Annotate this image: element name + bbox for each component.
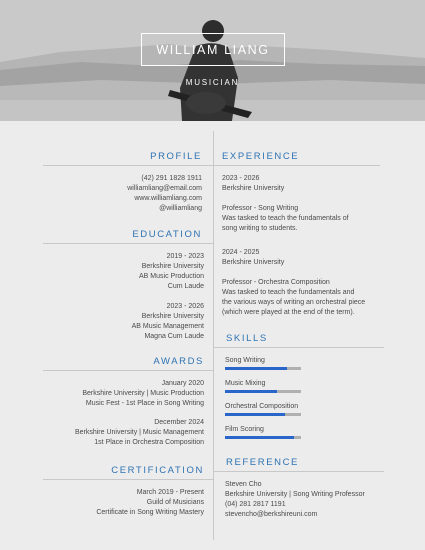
education-rule bbox=[43, 243, 214, 244]
reference-rule bbox=[213, 471, 384, 472]
experience-employer: Berkshire University bbox=[222, 185, 285, 192]
certification-rule bbox=[43, 479, 214, 480]
experience-description: Was tasked to teach the fundamentals and bbox=[222, 289, 355, 296]
certification-date: March 2019 - Present bbox=[136, 489, 204, 496]
reference-title: Berkshire University | Song Writing Professor bbox=[225, 491, 365, 498]
reference-phone: (04) 281 2817 1191 bbox=[225, 501, 286, 508]
experience-description: (which were played at the end of the term). bbox=[222, 309, 355, 316]
education-entry-1 bbox=[43, 252, 204, 292]
certification-entry bbox=[43, 488, 204, 518]
skill-level-bar bbox=[225, 367, 301, 370]
reference-entry bbox=[225, 480, 405, 520]
award-title: 1st Place in Orchestra Composition bbox=[94, 439, 204, 446]
education-years: 2023 - 2026 bbox=[166, 303, 204, 310]
name-title: WILLIAM LIANG bbox=[141, 33, 285, 66]
education-years: 2019 - 2023 bbox=[166, 253, 204, 260]
experience-position: Professor - Song Writing bbox=[222, 205, 299, 212]
experience-description: Was tasked to teach the fundamentals of bbox=[222, 215, 349, 222]
award-org: Berkshire University | Music Management bbox=[74, 429, 204, 436]
skills-rule bbox=[213, 347, 384, 348]
reference-name: Steven Cho bbox=[225, 481, 262, 488]
skill-label: Orchestral Composition bbox=[225, 403, 299, 410]
skill-level-bar bbox=[225, 413, 301, 416]
experience-heading: EXPERIENCE bbox=[222, 151, 300, 162]
website-text: www.williamliang.com bbox=[134, 195, 202, 202]
profile-heading: PROFILE bbox=[150, 151, 202, 162]
education-honor: Cum Laude bbox=[167, 283, 204, 290]
education-entry-2 bbox=[43, 302, 204, 342]
spacer bbox=[222, 268, 402, 278]
skill-level-bar bbox=[225, 390, 301, 393]
header-photo bbox=[0, 0, 425, 121]
skill-label: Film Scoring bbox=[225, 426, 264, 433]
award-entry-2 bbox=[43, 418, 204, 448]
experience-description: the various ways of writing an orchestral piece bbox=[222, 299, 366, 306]
skill-label: Music Mixing bbox=[225, 380, 266, 387]
education-heading: EDUCATION bbox=[132, 229, 202, 240]
role-subtitle: MUSICIAN bbox=[185, 78, 240, 87]
skill-label: Song Writing bbox=[225, 357, 265, 364]
experience-employer: Berkshire University bbox=[222, 259, 285, 266]
profile-contact bbox=[43, 174, 202, 214]
education-degree: AB Music Management bbox=[131, 323, 204, 330]
education-degree: AB Music Production bbox=[139, 273, 204, 280]
experience-years: 2024 - 2025 bbox=[222, 249, 260, 256]
certification-org: Guild of Musicians bbox=[146, 499, 204, 506]
awards-rule bbox=[43, 370, 214, 371]
skill-level-fill bbox=[225, 436, 294, 439]
spacer bbox=[222, 194, 402, 204]
award-date: January 2020 bbox=[161, 380, 204, 387]
reference-email: stevencho@berkshireuni.com bbox=[225, 511, 318, 518]
award-entry-1 bbox=[43, 379, 204, 409]
profile-rule bbox=[43, 165, 214, 166]
skills-heading: SKILLS bbox=[226, 333, 268, 344]
skill-level-fill bbox=[225, 413, 285, 416]
experience-position: Professor - Orchestra Composition bbox=[222, 279, 330, 286]
experience-entry-1 bbox=[222, 174, 402, 234]
reference-heading: REFERENCE bbox=[226, 457, 299, 468]
award-date: December 2024 bbox=[154, 419, 204, 426]
skill-level-fill bbox=[225, 390, 277, 393]
experience-entry-2 bbox=[222, 248, 402, 318]
education-school: Berkshire University bbox=[141, 313, 204, 320]
skill-level-bar bbox=[225, 436, 301, 439]
award-org: Berkshire University | Music Production bbox=[82, 390, 204, 397]
email-text: williamliang@email.com bbox=[127, 185, 202, 192]
experience-description: song writing to students. bbox=[222, 225, 298, 232]
education-honor: Magna Cum Laude bbox=[144, 333, 204, 340]
experience-rule bbox=[213, 165, 380, 166]
certification-heading: CERTIFICATION bbox=[111, 465, 204, 476]
certification-title: Certificate in Song Writing Mastery bbox=[96, 509, 204, 516]
handle-text: @williamliang bbox=[159, 205, 202, 212]
award-title: Music Fest - 1st Place in Song Writing bbox=[85, 400, 204, 407]
awards-heading: AWARDS bbox=[153, 356, 204, 367]
experience-years: 2023 - 2026 bbox=[222, 175, 260, 182]
phone-text: (42) 291 1828 1911 bbox=[141, 175, 202, 182]
skill-level-fill bbox=[225, 367, 287, 370]
education-school: Berkshire University bbox=[141, 263, 204, 270]
